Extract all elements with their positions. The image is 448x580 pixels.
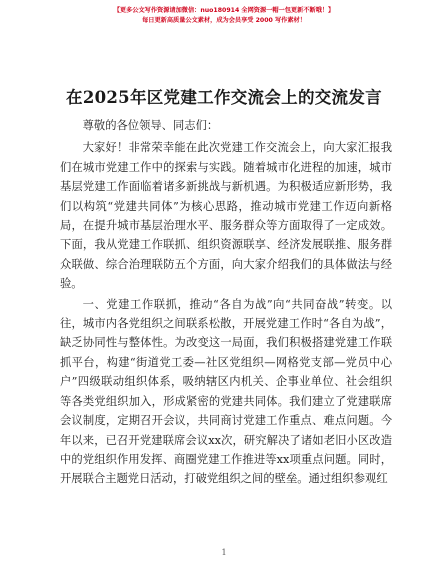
page-number: 1 xyxy=(221,548,227,557)
banner-line-1: 【更多公文写作资源请加微信：nuo180914 全网资源一帽一包更新不断哦！】 xyxy=(113,7,335,14)
document-body xyxy=(60,116,392,490)
paragraph-section-1: 一、党建工作联抓，推动“各自为战”向“共同奋战”转变。以往，城市内各党组织之间联系松散，开展党建工作时“各自为战”，缺乏协同性与整体性。为改变这一局面，我们积极搭建党建工作联抓平台，构建“街道党工委—社区党组织—网格党支部—党员中心户”四级联动组织体系，吸纳辖区内机关、企事业单位、社会组织等各类党组织加入，形成紧密的党建共同体。我们建立了党建联席会议制度，定期召开会议，共同商讨党建工作重点、难点问题。今年以来，已召开党建联席会议xx次，研究解决了诸如老旧小区改造中的党组织作用发挥、商圈党建工作推进等xx项重点问题。同时，开展联合主题党日活动，打破党组织之间的壁垒。通过组织参观红 xyxy=(60,297,392,486)
greeting: 尊敬的各位领导、同志们： xyxy=(82,119,219,132)
promo-banner xyxy=(0,6,448,26)
paragraph-intro: 大家好！非常荣幸能在此次党建工作交流会上，向大家汇报我们在城市党建工作中的探索与实践。随着城市化进程的加速，城市基层党建工作面临着诸多新挑战与新机遇。为积极适应新形势，我们以构筑“党建共同体”为核心思路，推动城市党建工作迈向新格局，在提升城市基层治理水平、服务群众等方面取得了一定成效。下面，我从党建工作联抓、组织资源联享、经济发展联推、服务群众联做、综合治理联防五个方面，向大家介绍我们的具体做法与经验。 xyxy=(60,141,392,291)
document-title: 在2025年区党建工作交流会上的交流发言 xyxy=(66,88,382,107)
banner-line-2: 每日更新高质量公文素材，成为会员享受 2000 写作素材！ xyxy=(142,17,306,24)
